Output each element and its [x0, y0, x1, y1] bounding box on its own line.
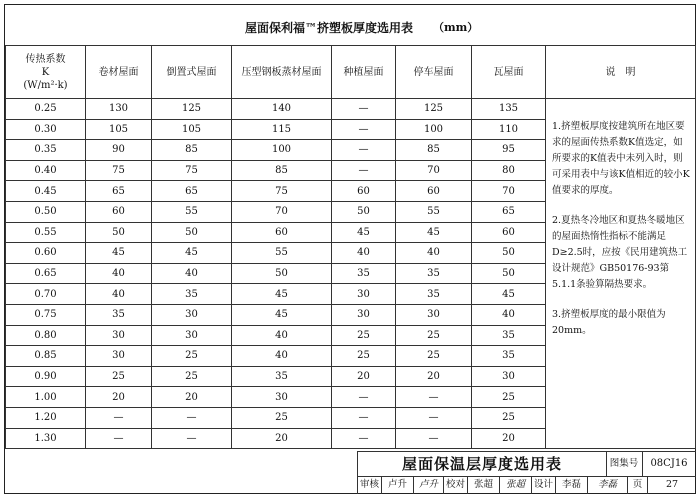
thickness-cell: 40	[232, 346, 332, 367]
thickness-cell: 50	[472, 263, 546, 284]
k-value-cell: 0.75	[6, 304, 86, 325]
thickness-cell: 45	[472, 284, 546, 305]
thickness-cell: —	[332, 160, 396, 181]
thickness-cell: 55	[396, 201, 472, 222]
note-item: 3.挤塑板厚度的最小限值为20mm。	[552, 309, 666, 336]
thickness-cell: 40	[332, 243, 396, 264]
thickness-cell: 30	[472, 366, 546, 387]
thickness-cell: 40	[86, 263, 152, 284]
thickness-cell: —	[332, 119, 396, 140]
thickness-cell: 35	[472, 325, 546, 346]
thickness-cell: 25	[232, 407, 332, 428]
thickness-cell: 20	[396, 366, 472, 387]
thickness-cell: 90	[86, 140, 152, 161]
thickness-cell: 35	[396, 263, 472, 284]
thickness-cell: —	[332, 407, 396, 428]
thickness-cell: 25	[332, 325, 396, 346]
thickness-cell: 45	[332, 222, 396, 243]
reviewer-name: 卢升	[382, 476, 414, 494]
thickness-cell: 100	[232, 140, 332, 161]
thickness-cell: 140	[232, 99, 332, 120]
k-value-cell: 0.35	[6, 140, 86, 161]
thickness-cell: 20	[332, 366, 396, 387]
k-value-cell: 0.85	[6, 346, 86, 367]
thickness-cell: 25	[396, 325, 472, 346]
thickness-cell: 125	[152, 99, 232, 120]
page-label: 页	[628, 476, 648, 494]
note-item: 2.夏热冬冷地区和夏热冬暖地区的屋面热惰性指标不能满足D≥2.5时，应按《民用建筑热工设计规范》GB50176-93第5.1.1条验算隔热要求。	[552, 215, 688, 290]
reviewer-signature: 卢升	[414, 476, 444, 494]
thickness-cell: 35	[86, 304, 152, 325]
page-number: 27	[665, 479, 679, 490]
checker-signature: 张超	[500, 476, 532, 494]
table-body	[6, 99, 696, 449]
thickness-cell: 50	[232, 263, 332, 284]
header-k-line: (W/m²·k)	[23, 79, 68, 91]
k-value-cell: 0.90	[6, 366, 86, 387]
thickness-cell: 20	[472, 428, 546, 449]
checker-name: 张超	[468, 476, 500, 494]
thickness-cell: 50	[86, 222, 152, 243]
thickness-cell: 60	[332, 181, 396, 202]
notes-cell	[546, 99, 696, 449]
designer-signature: 李磊	[588, 476, 628, 494]
thickness-cell: —	[332, 387, 396, 408]
thickness-cell: 35	[152, 284, 232, 305]
thickness-cell: 60	[396, 181, 472, 202]
header-col: 压型钢板蒸材屋面	[232, 46, 332, 99]
thickness-cell: 70	[396, 160, 472, 181]
thickness-cell: 110	[472, 119, 546, 140]
thickness-cell: 45	[86, 243, 152, 264]
k-value-cell: 1.00	[6, 387, 86, 408]
thickness-cell: 70	[232, 201, 332, 222]
thickness-cell: —	[396, 428, 472, 449]
thickness-cell: 35	[232, 366, 332, 387]
thickness-cell: 40	[86, 284, 152, 305]
k-value-cell: 0.30	[6, 119, 86, 140]
thickness-cell: 30	[152, 304, 232, 325]
thickness-cell: —	[332, 99, 396, 120]
thickness-cell: —	[396, 407, 472, 428]
k-value-cell: 0.65	[6, 263, 86, 284]
thickness-cell: 75	[86, 160, 152, 181]
k-value-cell: 1.30	[6, 428, 86, 449]
thickness-cell: 30	[152, 325, 232, 346]
header-col: 卷材屋面	[86, 46, 152, 99]
thickness-cell: 65	[152, 181, 232, 202]
k-value-cell: 0.70	[6, 284, 86, 305]
table-title: 屋面保利福™挤塑板厚度选用表	[245, 21, 414, 35]
thickness-cell: 40	[152, 263, 232, 284]
thickness-cell: 60	[232, 222, 332, 243]
k-value-cell: 0.25	[6, 99, 86, 120]
review-label: 审核	[358, 476, 382, 494]
thickness-cell: 25	[152, 366, 232, 387]
k-value-cell: 0.50	[6, 201, 86, 222]
thickness-table	[5, 45, 696, 449]
design-label: 设计	[532, 476, 556, 494]
thickness-cell: 35	[472, 346, 546, 367]
title-band	[5, 5, 695, 45]
thickness-cell: 25	[472, 407, 546, 428]
thickness-cell: 45	[232, 284, 332, 305]
thickness-cell: 50	[472, 243, 546, 264]
thickness-cell: 20	[86, 387, 152, 408]
thickness-cell: 30	[332, 284, 396, 305]
thickness-cell: 30	[332, 304, 396, 325]
thickness-cell: —	[332, 428, 396, 449]
thickness-cell: —	[86, 428, 152, 449]
signature-row	[358, 476, 696, 494]
thickness-cell: 85	[232, 160, 332, 181]
thickness-cell: 55	[232, 243, 332, 264]
thickness-cell: 55	[152, 201, 232, 222]
atlas-number: 08CJ16	[650, 458, 688, 469]
thickness-cell: 115	[232, 119, 332, 140]
thickness-cell: 25	[472, 387, 546, 408]
thickness-cell: 105	[152, 119, 232, 140]
thickness-cell: 130	[86, 99, 152, 120]
header-col: 停车屋面	[396, 46, 472, 99]
thickness-cell: 125	[396, 99, 472, 120]
table-row	[6, 99, 696, 120]
thickness-cell: —	[396, 387, 472, 408]
k-value-cell: 0.80	[6, 325, 86, 346]
k-value-cell: 0.55	[6, 222, 86, 243]
thickness-cell: 45	[232, 304, 332, 325]
thickness-cell: 50	[332, 201, 396, 222]
header-col: 瓦屋面	[472, 46, 546, 99]
thickness-cell: 30	[86, 325, 152, 346]
thickness-cell: —	[332, 140, 396, 161]
header-notes: 说 明	[546, 46, 696, 99]
thickness-cell: 35	[396, 284, 472, 305]
thickness-cell: 75	[232, 181, 332, 202]
thickness-cell: 30	[232, 387, 332, 408]
k-value-cell: 0.45	[6, 181, 86, 202]
thickness-cell: 35	[332, 263, 396, 284]
thickness-cell: 25	[86, 366, 152, 387]
note-item: 1.挤塑板厚度按建筑所在地区要求的屋面传热系数K值选定，如所要求的K值表中未列入时，则可采用表中与该K值相近的较小K值要求的厚度。	[552, 121, 690, 196]
thickness-cell: 20	[152, 387, 232, 408]
title-block-row	[358, 452, 696, 477]
thickness-cell: 95	[472, 140, 546, 161]
thickness-cell: 100	[396, 119, 472, 140]
thickness-cell: 20	[232, 428, 332, 449]
thickness-cell: 40	[396, 243, 472, 264]
title-block	[357, 451, 696, 494]
k-value-cell: 1.20	[6, 407, 86, 428]
k-value-cell: 0.60	[6, 243, 86, 264]
thickness-cell: 60	[86, 201, 152, 222]
thickness-cell: 50	[152, 222, 232, 243]
check-label: 校对	[444, 476, 468, 494]
thickness-cell: 30	[396, 304, 472, 325]
thickness-cell: 45	[396, 222, 472, 243]
thickness-cell: 30	[86, 346, 152, 367]
thickness-cell: —	[152, 428, 232, 449]
thickness-cell: 70	[472, 181, 546, 202]
drawing-sheet	[4, 4, 696, 494]
drawing-name: 屋面保温层厚度选用表	[358, 452, 607, 476]
thickness-cell: 60	[472, 222, 546, 243]
header-col: 倒置式屋面	[152, 46, 232, 99]
header-row	[6, 46, 696, 99]
thickness-cell: 75	[152, 160, 232, 181]
atlas-label: 图集号	[606, 452, 643, 476]
thickness-cell: —	[152, 407, 232, 428]
designer-name: 李磊	[556, 476, 588, 494]
thickness-cell: 25	[152, 346, 232, 367]
blank-area	[5, 437, 695, 451]
thickness-cell: 105	[86, 119, 152, 140]
header-col: 种植屋面	[332, 46, 396, 99]
k-value-cell: 0.40	[6, 160, 86, 181]
thickness-cell: 40	[472, 304, 546, 325]
thickness-cell: 45	[152, 243, 232, 264]
header-k	[6, 46, 86, 99]
thickness-cell: 25	[332, 346, 396, 367]
thickness-cell: 40	[232, 325, 332, 346]
thickness-cell: 65	[472, 201, 546, 222]
thickness-cell: 80	[472, 160, 546, 181]
thickness-cell: 65	[86, 181, 152, 202]
thickness-cell: 85	[396, 140, 472, 161]
header-k-line: 传热系数	[25, 53, 66, 65]
thickness-cell: 25	[396, 346, 472, 367]
table-unit: （mm）	[433, 21, 479, 34]
thickness-cell: —	[86, 407, 152, 428]
header-k-line: K	[41, 66, 50, 78]
thickness-cell: 135	[472, 99, 546, 120]
thickness-cell: 85	[152, 140, 232, 161]
